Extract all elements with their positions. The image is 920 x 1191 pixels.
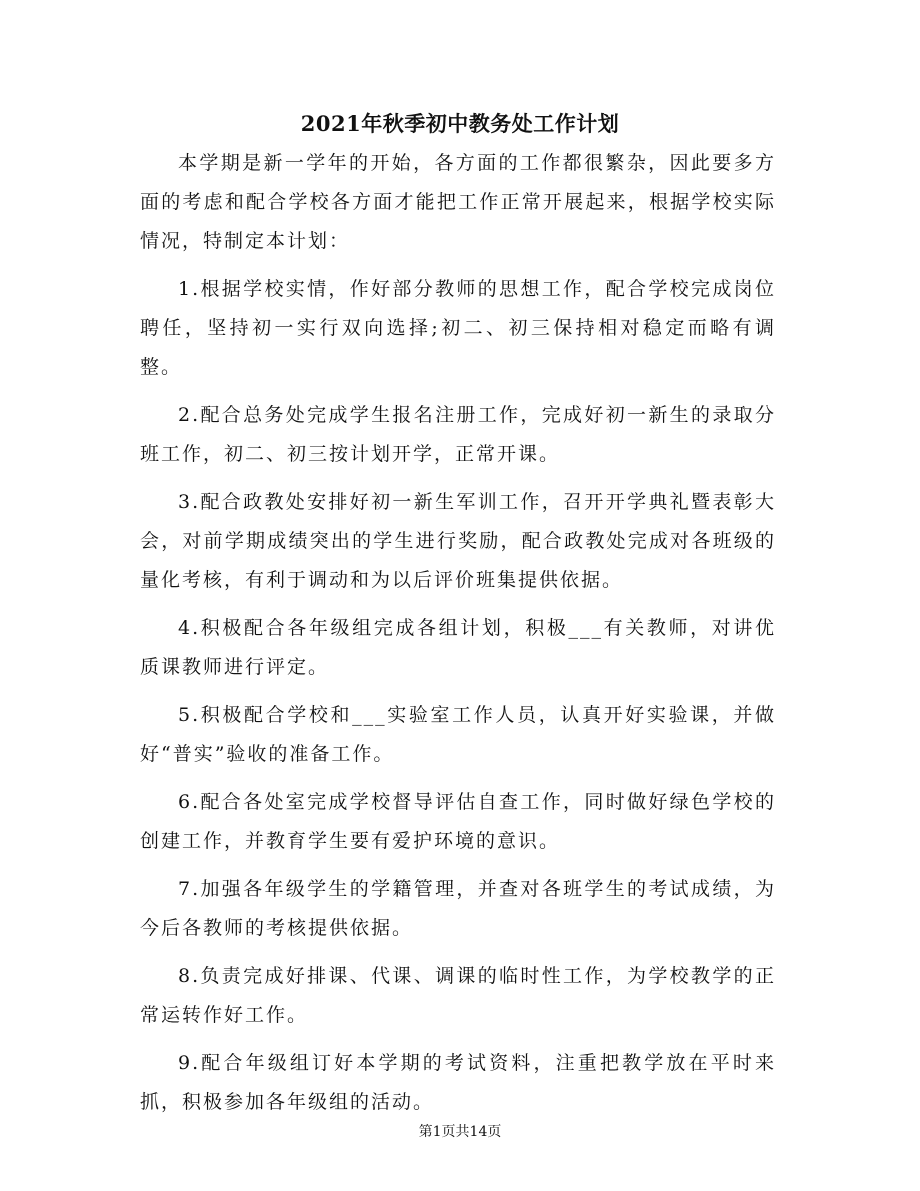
paragraph-item-2: 2.配合总务处完成学生报名注册工作，完成好初一新生的录取分班工作，初二、初三按计划开学，正常开课。 — [140, 404, 776, 465]
paragraph-item-8: 8.负责完成好排课、代课、调课的临时性工作，为学校教学的正常运转作好工作。 — [140, 965, 776, 1026]
paragraph-item-7: 7.加强各年级学生的学籍管理，并查对各班学生的考试成绩，为今后各教师的考核提供依据。 — [140, 878, 776, 939]
paragraph-item-9: 9.配合年级组订好本学期的考试资料，注重把教学放在平时来抓，积极参加各年级组的活动。 — [140, 1052, 776, 1113]
paragraph-item-5: 5.积极配合学校和___实验室工作人员，认真开好实验课，并做好“普实”验收的准备工作。 — [140, 704, 776, 765]
document-body — [140, 144, 776, 1131]
paragraph-item-6: 6.配合各处室完成学校督导评估自查工作，同时做好绿色学校的创建工作，并教育学生要有爱护环境的意识。 — [140, 791, 776, 852]
paragraph-intro: 本学期是新一学年的开始，各方面的工作都很繁杂，因此要多方面的考虑和配合学校各方面才能把工作正常开展起来，根据学校实际情况，特制定本计划： — [140, 152, 776, 252]
paragraph-item-4: 4.积极配合各年级组完成各组计划，积极___有关教师，对讲优质课教师进行评定。 — [140, 617, 776, 678]
page-title: 2021年秋季初中教务处工作计划 — [300, 111, 620, 136]
paragraph-item-3: 3.配合政教处安排好初一新生军训工作，召开开学典礼暨表彰大会，对前学期成绩突出的学生进行奖励，配合政教处完成对各班级的量化考核，有利于调动和为以后评价班集提供依据。 — [140, 491, 776, 591]
paragraph-item-1: 1.根据学校实情，作好部分教师的思想工作，配合学校完成岗位聘任，坚持初一实行双向选择;初二、初三保持相对稳定而略有调整。 — [140, 278, 776, 378]
page-number: 第1页共14页 — [418, 1124, 502, 1140]
